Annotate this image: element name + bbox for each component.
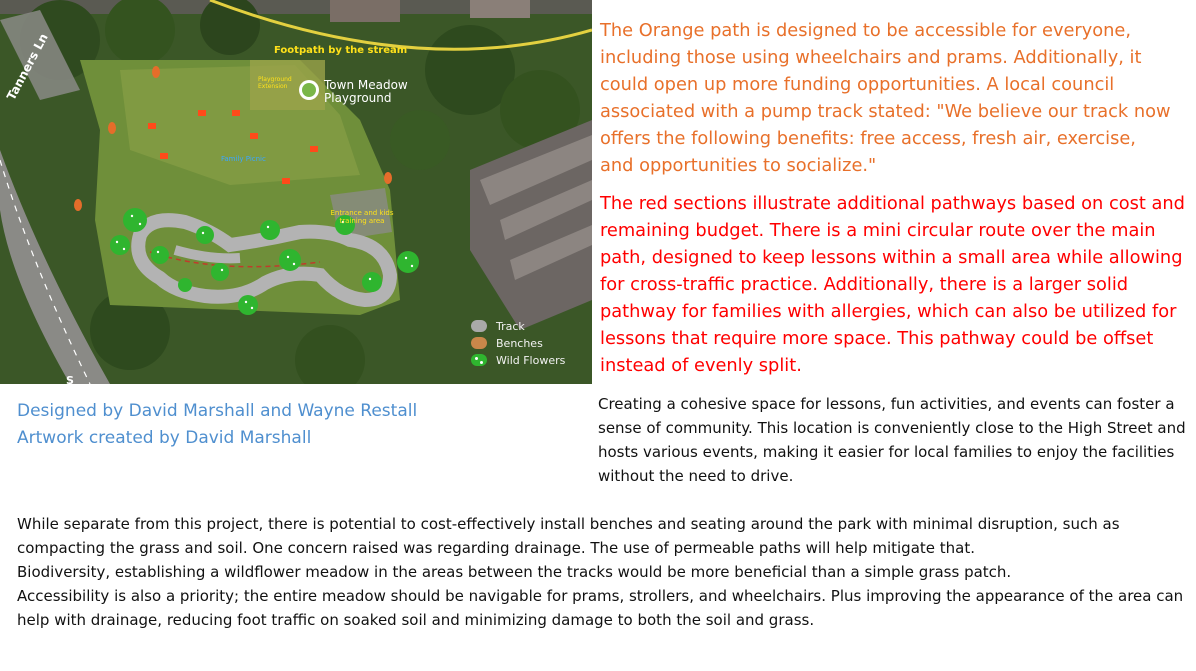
red-sections-paragraph: The red sections illustrate additional pathways based on cost and remaining budget. There is a mini circular route over the main path, designed to keep lessons within a small area while allowing for cross-traffic practice. Additionally, there is a larger solid pathway for families with allergies, which can also be utilized for lessons that require more space. This pathway could be offset instead of evenly split.	[600, 193, 1185, 376]
bench-swatch-icon	[471, 337, 487, 349]
accessibility-paragraph: Accessibility is also a priority; the entire meadow should be navigable for prams, strollers, and wheelchairs. Plus improving the appearance of the area can help with drainage, reducing foot traffic on soaked soil and minimizing damage to both the soil and grass.	[17, 587, 1184, 629]
playground-label: Town Meadow Playground	[324, 78, 408, 105]
community-paragraph: Creating a cohesive space for lessons, fun activities, and events can foster a sense of community. This location is conveniently close to the High Street and hosts various events, making it easier for local families to enjoy the facilities without the need to drive.	[598, 395, 1186, 485]
legend-label: Benches	[496, 336, 543, 350]
credits-block	[17, 398, 417, 452]
legend-item-track	[471, 318, 565, 334]
legend-label: Track	[496, 319, 525, 333]
track-swatch-icon	[471, 320, 487, 332]
legend-label: Wild Flowers	[496, 353, 566, 367]
biodiversity-paragraph: Biodiversity, establishing a wildflower meadow in the areas between the tracks would be more beneficial than a simple grass patch.	[17, 563, 1012, 581]
playground-extension-label: Playground Extension	[258, 76, 292, 90]
flower-swatch-icon	[471, 354, 487, 366]
bottom-text-block	[17, 512, 1187, 632]
artwork-credit: Artwork created by David Marshall	[17, 428, 312, 448]
legend-item-benches	[471, 335, 565, 351]
road-name-label: Tanners Ln	[4, 31, 51, 103]
designed-by-credit: Designed by David Marshall and Wayne Restall	[17, 401, 418, 421]
park-map-image	[0, 0, 592, 384]
legend-item-wild-flowers	[471, 352, 565, 368]
road-fragment-label: S	[66, 374, 74, 384]
drainage-paragraph: While separate from this project, there is potential to cost-effectively install benches and seating around the park with minimal disruption, such as compacting the grass and soil. One concern raised was regarding drainage. The use of permeable paths will help mitigate that.	[17, 515, 1120, 557]
orange-path-paragraph: The Orange path is designed to be accessible for everyone, including those using wheelchairs and prams. Additionally, it could open up more funding opportunities. A local council associated with a pump track stated: "We believe our track now offers the following benefits: free access, fresh air, exercise, and opportunities to socialize."	[600, 20, 1171, 176]
family-picnic-label: Family Picnic	[221, 155, 266, 163]
footpath-label: Footpath by the stream	[274, 45, 408, 56]
map-legend	[471, 318, 565, 369]
entrance-label: Entrance and kids training area	[330, 209, 394, 225]
